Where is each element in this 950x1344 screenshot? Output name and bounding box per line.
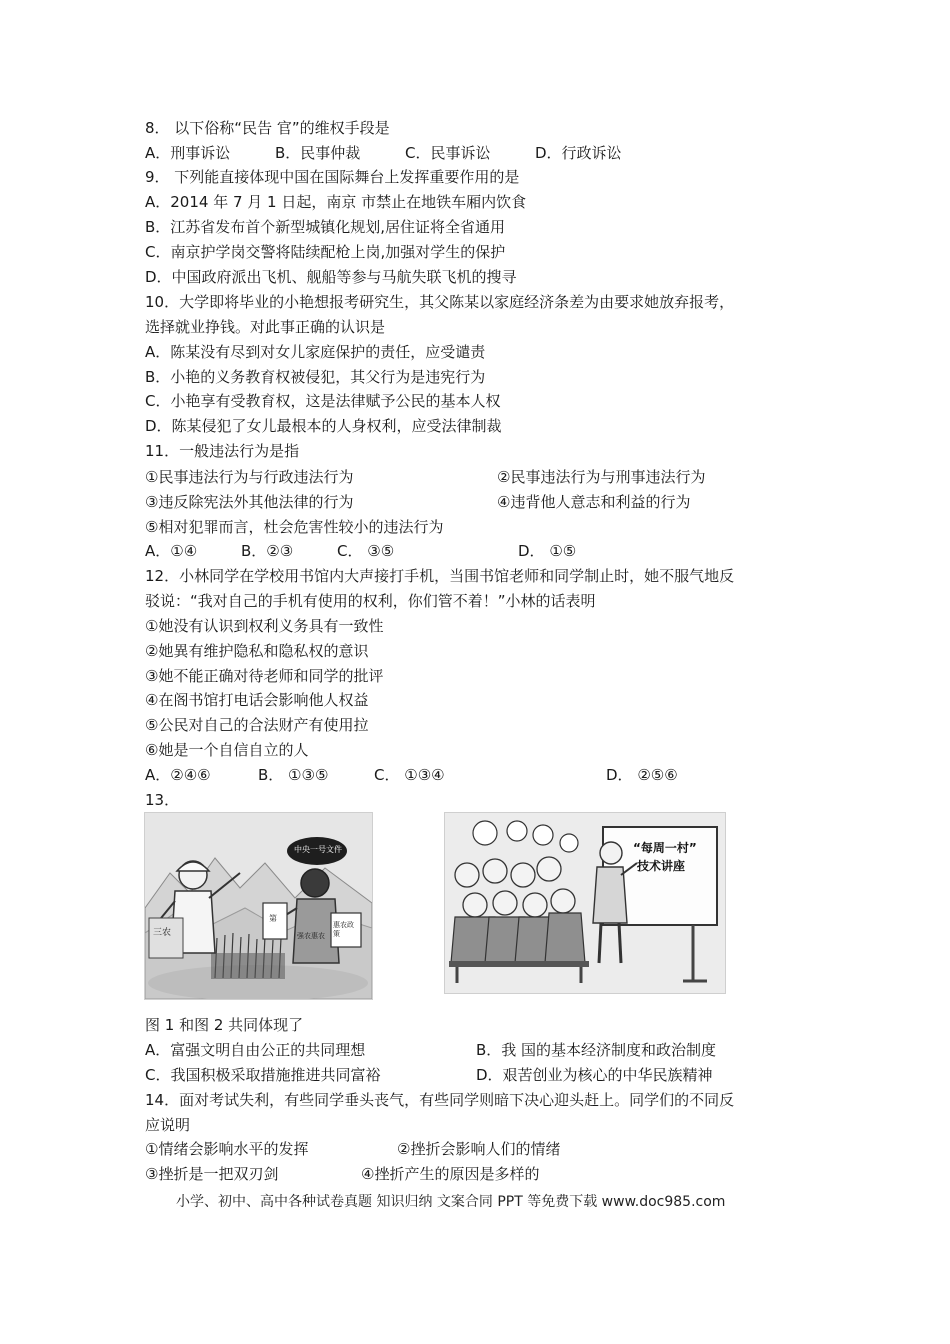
q14-item-2: ②挫折会影响人们的情绪: [397, 1140, 561, 1158]
footer-download-link[interactable]: 小学、初中、高中各种试卷真题 知识归纳 文案合同 PPT 等免费下载 www.doc985.com: [176, 1194, 726, 1210]
q8-stem: 8． 以下俗称“民告 官”的维权手段是: [145, 119, 390, 137]
q14-item-1: ①情绪会影响水平的发挥: [145, 1140, 309, 1158]
q13-caption: 图 1 和图 2 共同体现了: [145, 1016, 304, 1034]
q10-stem-line1: 10．大学即将毕业的小艳想报考研究生，其父陈某以家庭经济条差为由要求她放弃报考，: [145, 293, 735, 311]
q8-option-d: D．行政诉讼: [535, 144, 622, 162]
q12-option-b: B． ①③⑤: [258, 766, 329, 784]
fig2-board-title: “每周一村”: [633, 841, 697, 855]
q12-option-d: D． ②⑤⑥: [606, 766, 678, 784]
fig1-label-doc: 第: [269, 914, 277, 923]
q9-option-d: D．中国政府派出飞机、舰船等参与马航失联飞机的搜寻: [145, 268, 517, 286]
q11-item-2: ②民事违法行为与刑事违法行为: [497, 468, 706, 486]
q9-option-b: B．江苏省发布首个新型城镇化规划,居住证将全省通用: [145, 218, 506, 236]
q12-stem-line1: 12．小林同学在学校用书馆内大声接打手机，当围书馆老师和同学制止时，她不服气地反: [145, 567, 735, 585]
q12-item-6: ⑥她是一个自信自立的人: [145, 741, 309, 759]
q14-item-3: ③挫折是一把双刃剑: [145, 1165, 279, 1183]
q11-item-1: ①民事违法行为与行政违法行为: [145, 468, 354, 486]
q11-option-a: A．①④: [145, 542, 198, 560]
fig1-label-qiangnong: 强农惠农: [297, 932, 325, 940]
q12-option-a: A．②④⑥: [145, 766, 211, 784]
q13-option-d: D．艰苦创业为核心的中华民族精神: [476, 1066, 713, 1084]
q10-option-c: C．小艳享有受教育权，这是法律赋予公民的基本人权: [145, 392, 501, 410]
q9-option-a: A．2014 年 7 月 1 日起，南京 市禁止在地铁车厢内饮食: [145, 193, 527, 211]
q8-option-a: A．刑事诉讼: [145, 144, 231, 162]
q10-option-a: A．陈某没有尽到对女儿家庭保护的责任，应受谴责: [145, 343, 486, 361]
q12-item-1: ①她没有认识到权利义务具有一致性: [145, 617, 384, 635]
figure-2-cartoon: [444, 812, 726, 994]
q12-stem-line2: 驳说：“我对自己的手机有使用的权利，你们管不着！”小林的话表明: [145, 592, 596, 610]
q12-item-4: ④在阁书馆打电话会影响他人权益: [145, 691, 369, 709]
q9-stem: 9． 下列能直接体现中国在国际舞台上发挥重要作用的是: [145, 168, 520, 186]
fig1-label-policy: 惠农政策: [333, 921, 354, 938]
q12-item-3: ③她不能正确对待老师和同学的批评: [145, 667, 384, 685]
q11-stem: 11．一般违法行为是指: [145, 442, 300, 460]
q10-option-b: B．小艳的义务教育权被侵犯，其父行为是违宪行为: [145, 368, 486, 386]
q13-stem: 13．: [145, 791, 180, 809]
q10-stem-line2: 选择就业挣钱。对此事正确的认识是: [145, 318, 386, 336]
q13-option-a: A．富强文明自由公正的共同理想: [145, 1041, 366, 1059]
q12-item-2: ②她異有维护隐私和隐私权的意识: [145, 642, 369, 660]
q11-item-3: ③违反除宪法外其他法律的行为: [145, 493, 354, 511]
fig2-board-subtitle: 技术讲座: [637, 859, 686, 873]
q14-item-4: ④挫折产生的原因是多样的: [361, 1165, 540, 1183]
q11-item-5: ⑤相对犯罪而言，杜会危害性较小的违法行为: [145, 518, 444, 536]
q12-option-c: C． ①③④: [374, 766, 445, 784]
fig1-bubble-text: 中央一号文件: [294, 845, 342, 854]
q10-option-d: D．陈某侵犯了女儿最根本的人身权利，应受法律制裁: [145, 417, 502, 435]
fig1-label-sannong: 三农: [153, 928, 172, 938]
q14-stem-line1: 14．面对考试失利，有些同学垂头丧气，有些同学则暗下决心迎头赶上。同学们的不同反: [145, 1091, 735, 1109]
q8-option-b: B．民事仲裁: [275, 144, 361, 162]
q11-option-c: C． ③⑤: [337, 542, 395, 560]
figure-1-cartoon: [144, 812, 373, 1000]
q11-option-d: D． ①⑤: [518, 542, 577, 560]
q12-item-5: ⑤公民对自己的合法财产有使用拉: [145, 716, 369, 734]
q11-option-b: B．②③: [241, 542, 294, 560]
q13-option-c: C．我国积极采取措施推进共同富裕: [145, 1066, 381, 1084]
q13-option-b: B．我 国的基本经济制度和政治制度: [476, 1041, 717, 1059]
q9-option-c: C．南京护学岗交警将陆续配枪上岗,加强对学生的保护: [145, 243, 506, 261]
q11-item-4: ④违背他人意志和利益的行为: [497, 493, 691, 511]
q8-option-c: C．民事诉讼: [405, 144, 491, 162]
q14-stem-line2: 应说明: [145, 1116, 191, 1134]
